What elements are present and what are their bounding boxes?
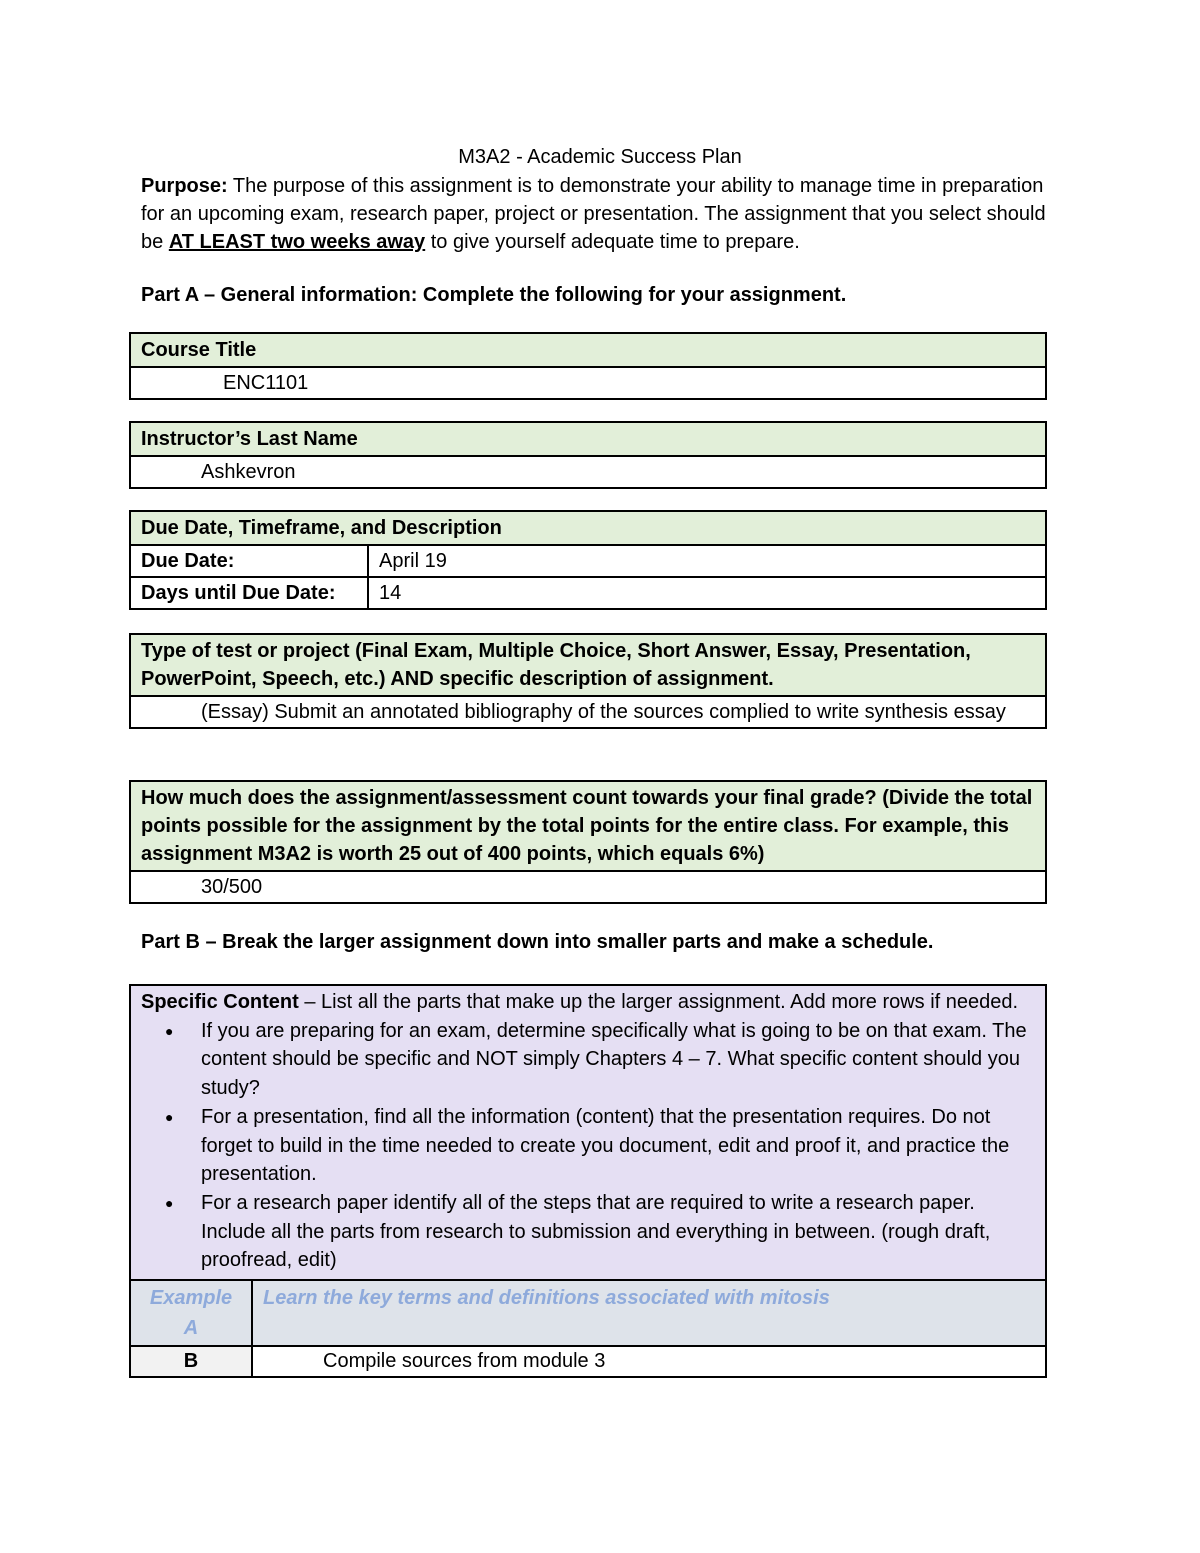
row-b-label: B — [131, 1347, 253, 1376]
instructions-list — [141, 1017, 1035, 1275]
instructor-table — [129, 421, 1047, 489]
due-date-label: Due Date: — [131, 546, 369, 576]
part-a-heading: Part A – General information: Complete the following for your assignment. — [141, 284, 847, 306]
part-b-heading: Part B – Break the larger assignment down into smaller parts and make a schedule. — [141, 931, 934, 953]
grade-weight-header: How much does the assignment/assessment count towards your final grade? (Divide the total points possible for the assignment by the total points for the entire class. For example, this assignment M3A2 is worth 25 out of 400 points, which equals 6%) — [131, 782, 1045, 872]
row-b-text: Compile sources from module 3 — [323, 1350, 606, 1373]
due-date-row — [131, 546, 1045, 576]
specific-content-table — [129, 984, 1047, 1378]
list-item: ● For a research paper identify all of the steps that are required to write a research paper. Include all the parts from research to submission and everything in between. (rough draft, proofread, edit) — [201, 1189, 1035, 1275]
grade-weight-value: 30/500 — [201, 876, 263, 898]
instructor-header: Instructor’s Last Name — [131, 423, 1045, 457]
purpose-emphasis: AT LEAST two weeks away — [168, 231, 426, 253]
purpose-text-1: The purpose of this assignment is to demonstrate your ability to manage time in preparation for an upcoming exam, research paper, project or presentation. The assignment that you select should be — [141, 175, 1046, 253]
days-until-label: Days until Due Date: — [131, 578, 369, 608]
list-item: ● For a presentation, find all the information (content) that the presentation requires. Do not forget to build in the time needed to create you document, edit and proof it, and practice the presentation. — [201, 1103, 1035, 1189]
due-date-table — [129, 510, 1047, 610]
list-item: ● If you are preparing for an exam, determine specifically what is going to be on that exam. The content should be specific and NOT simply Chapters 4 – 7. What specific content should you study? — [201, 1017, 1035, 1103]
specific-content-label: Specific Content — [141, 991, 299, 1013]
instructor-value: Ashkevron — [201, 461, 296, 483]
purpose-paragraph — [141, 172, 1071, 256]
example-row — [131, 1281, 1045, 1347]
course-title-table — [129, 332, 1047, 400]
assignment-type-value: (Essay) Submit an annotated bibliography of the sources complied to write synthesis essay — [201, 701, 1006, 723]
example-label: Example A — [131, 1281, 253, 1345]
due-date-value: April 19 — [379, 550, 447, 572]
days-until-value: 14 — [379, 582, 402, 604]
grade-weight-table — [129, 780, 1047, 904]
assignment-type-header: Type of test or project (Final Exam, Multiple Choice, Short Answer, Essay, Presentation, PowerPoint, Speech, etc.) AND specific description of assignment. — [131, 635, 1045, 697]
specific-content-intro: – List all the parts that make up the larger assignment. Add more rows if needed. — [298, 991, 1019, 1013]
assignment-type-table — [129, 633, 1047, 729]
purpose-text-2: to give yourself adequate time to prepare. — [425, 231, 800, 253]
course-title-header: Course Title — [131, 334, 1045, 368]
days-until-row — [131, 576, 1045, 608]
example-text: Learn the key terms and definitions associated with mitosis — [263, 1287, 830, 1310]
course-title-value: ENC1101 — [223, 372, 309, 394]
row-b — [131, 1347, 1045, 1376]
purpose-label: Purpose: — [141, 175, 228, 197]
specific-content-instructions — [131, 986, 1045, 1281]
due-date-header: Due Date, Timeframe, and Description — [131, 512, 1045, 546]
document-title: M3A2 - Academic Success Plan — [458, 146, 742, 168]
